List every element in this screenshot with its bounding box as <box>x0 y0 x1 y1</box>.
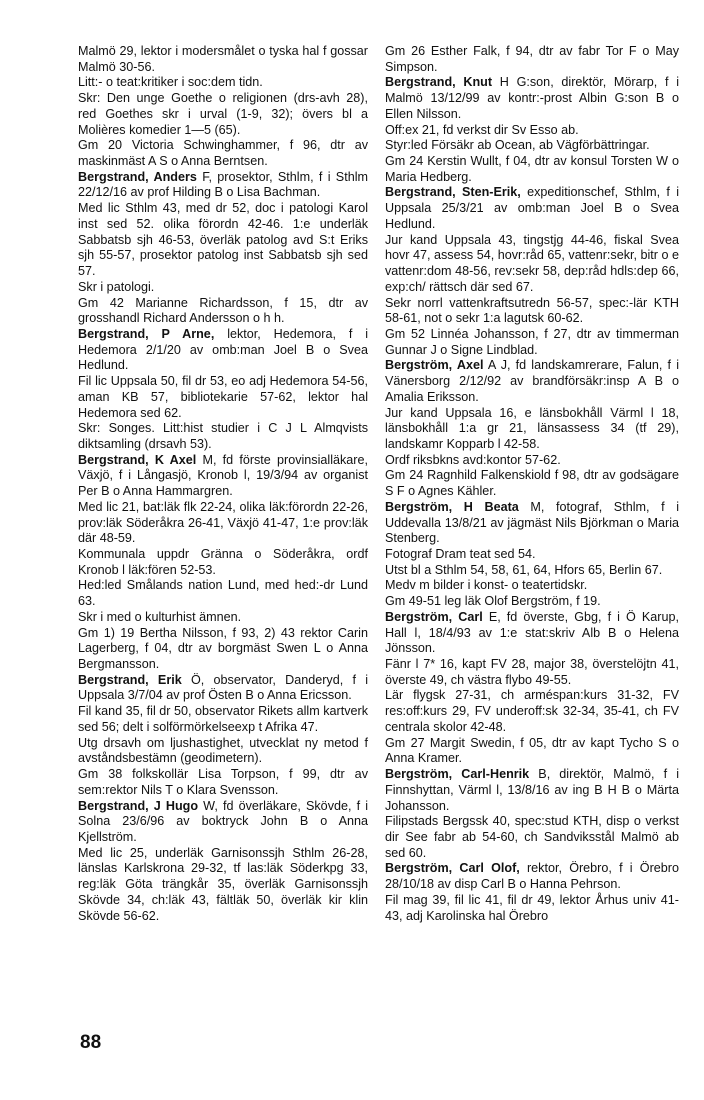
entry-text: Gm 24 Ragnhild Falkenskiold f 98, dtr av godsägare S F o Agnes Kähler. <box>385 468 679 499</box>
entry-paragraph <box>385 327 679 358</box>
entry-heading-paragraph <box>385 185 679 232</box>
entry-paragraph <box>78 44 368 75</box>
entry-paragraph <box>78 91 368 138</box>
entry-text: Utg drsavh om ljushastighet, utvecklat ny metod f avståndsbestämn (geodimetern). <box>78 735 368 766</box>
entry-text: Ö, observator, Danderyd, f i Uppsala 3/7/04 av prof Östen B o Anna Ericsson. <box>78 672 369 703</box>
entry-paragraph <box>78 767 368 798</box>
entry-text: A J, fd landskamrerare, Falun, f i Vänersborg 2/12/92 av brandförsäkr:insp A B o Amalia Eriksson. <box>385 358 679 404</box>
entry-text: Jur kand Uppsala 16, e länsbokhåll Värml l 18, länsbokhåll 1:a gr 21, länsassess 34 (tf 29), landskamr Kopparb l 42-58. <box>385 405 679 451</box>
entry-paragraph <box>78 138 368 169</box>
person-name: Bergstrand, Knut <box>385 75 493 90</box>
entry-paragraph <box>78 75 368 91</box>
entry-text: M, fotograf, Sthlm, f i Uddevalla 13/8/21 av jägmäst Nils Björkman o Maria Stenberg. <box>385 499 679 546</box>
entry-paragraph <box>78 846 368 925</box>
entry-text: Styr:led Försäkr ab Ocean, ab Vägförbättringar. <box>385 138 650 153</box>
entry-paragraph <box>385 547 679 563</box>
entry-paragraph <box>385 893 679 924</box>
entry-paragraph <box>78 421 368 452</box>
person-name: Bergström, H Beata <box>385 499 519 514</box>
entry-text: Malmö 29, lektor i modersmålet o tyska hal f gossar Malmö 30-56. <box>78 44 368 74</box>
entry-text: lektor, Hedemora, f i Hedemora 2/1/20 av omb:man Joel B o Svea Hedlund. <box>78 326 368 373</box>
person-name: Bergstrand, Anders <box>78 169 197 184</box>
person-name: Bergstrand, J Hugo <box>78 798 199 813</box>
entry-text: Filipstads Bergssk 40, spec:stud KTH, disp o verkst dir See fabr ab 54-60, ch Sandviksstål Malmö ab sed 60. <box>385 814 679 860</box>
entry-text: Fotograf Dram teat sed 54. <box>385 547 536 561</box>
entry-text: W, fd överläkare, Skövde, f i Solna 23/6/96 av boktryck John B o Anna Kjellström. <box>78 798 368 844</box>
entry-text: B, direktör, Malmö, f i Finnshyttan, Värml l, 13/8/16 av ing B H B o Märta Johansson. <box>385 767 679 813</box>
entry-heading-paragraph <box>78 799 368 846</box>
entry-paragraph <box>385 657 679 688</box>
person-name: Bergström, Carl-Henrik <box>385 767 530 782</box>
entry-paragraph <box>78 280 368 296</box>
entry-text: Gm 49-51 leg läk Olof Bergström, f 19. <box>385 594 601 609</box>
entry-paragraph <box>78 704 368 735</box>
person-name: Bergstrand, P Arne, <box>78 326 215 341</box>
entry-heading-paragraph <box>78 453 368 500</box>
entry-text: Skr: Den unge Goethe o religionen (drs-avh 28), red Goethes skr i urval (1-9, 32); övers bl a Molières komedier 1—5 (65). <box>78 91 368 137</box>
left-column <box>78 44 368 924</box>
entry-paragraph <box>78 374 368 421</box>
entry-paragraph <box>78 626 368 673</box>
entry-text: E, fd överste, Gbg, f i Ö Karup, Hall l, 18/4/93 av 1:e stat:skriv Alb B o Helena Jönsson. <box>385 609 679 656</box>
entry-paragraph <box>78 610 368 626</box>
entry-text: Lär flygsk 27-31, ch arméspan:kurs 31-32, FV res:off:kurs 29, FV underoff:sk 32-34, 35-41, ch FV centrala skolor 42-48. <box>385 688 679 734</box>
entry-paragraph <box>385 154 679 185</box>
entry-paragraph <box>385 688 679 735</box>
entry-paragraph <box>78 547 368 578</box>
entry-paragraph <box>78 201 368 280</box>
entry-text: Utst bl a Sthlm 54, 58, 61, 64, Hfors 65, Berlin 67. <box>385 562 663 577</box>
person-name: Bergström, Carl Olof, <box>385 861 520 876</box>
entry-text: Jur kand Uppsala 43, tingstjg 44-46, fiskal Svea hovr 47, assess 54, hovr:råd 65, vattenr:sekr, bitr o e vattenr:dom 48-56, rev:sekr 58, dep:råd hdls:dep 66, exp:ch/ rättsch där sed 67. <box>385 232 680 294</box>
entry-text: Fil lic Uppsala 50, fil dr 53, eo adj Hedemora 54-56, aman KB 57, bibliotekarie 57-62, lektor hal Hedemora sed 62. <box>78 374 368 420</box>
entry-text: Gm 1) 19 Bertha Nilsson, f 93, 2) 43 rektor Carin Lagerberg, f 04, dtr av borgmäst Swen L o Anna Bergmansson. <box>78 625 368 672</box>
entry-text: Gm 20 Victoria Schwinghammer, f 96, dtr av maskinmäst A S o Anna Berntsen. <box>78 138 368 169</box>
entry-text: Skr: Songes. Litt:hist studier i C J L Almqvists diktsamling (drsavh 53). <box>78 421 368 451</box>
right-column <box>385 44 679 924</box>
entry-text: Kommunala uppdr Gränna o Söderåkra, ordf Kronob l läk:fören 52-53. <box>78 547 368 577</box>
entry-paragraph <box>78 296 368 327</box>
entry-paragraph <box>385 736 679 767</box>
entry-text: expeditionschef, Sthlm, f i Uppsala 25/3/21 av omb:man Joel B o Svea Hedlund. <box>385 185 680 231</box>
entry-text: Fil mag 39, fil lic 41, fil dr 49, lektor Århus univ 41-43, adj Karolinska hal Örebro <box>385 892 679 923</box>
entry-paragraph <box>385 233 679 296</box>
entry-text: Med lic Sthlm 43, med dr 52, doc i patologi Karol inst sed 52. olika förordn 42-46. 1:e underläk Sabbatsb sjh 46-53, överläk patolog avd S:t Eriks sjh 55-57, prosektor patolog inst Sabbatsb sjh sed 57. <box>78 201 368 279</box>
entry-paragraph <box>78 500 368 547</box>
entry-paragraph <box>385 123 679 139</box>
entry-paragraph <box>385 406 679 453</box>
entry-heading-paragraph <box>385 75 679 122</box>
entry-heading-paragraph <box>385 767 679 814</box>
entry-text: rektor, Örebro, f i Örebro 28/10/18 av disp Carl B o Hanna Pehrson. <box>385 861 679 892</box>
entry-text: F, prosektor, Sthlm, f i Sthlm 22/12/16 av prof Hilding B o Lisa Bachman. <box>78 169 368 200</box>
person-name: Bergstrand, Erik <box>78 672 182 687</box>
entry-text: Gm 26 Esther Falk, f 94, dtr av fabr Tor F o May Simpson. <box>385 44 679 74</box>
entry-paragraph <box>385 468 679 499</box>
person-name: Bergström, Axel <box>385 358 484 373</box>
entry-heading-paragraph <box>78 170 368 201</box>
entry-paragraph <box>385 453 679 469</box>
page-number: 88 <box>80 1032 102 1053</box>
entry-heading-paragraph <box>385 500 679 547</box>
entry-heading-paragraph <box>385 861 679 892</box>
entry-heading-paragraph <box>385 610 679 657</box>
entry-text: Med lic 25, underläk Garnisonssjh Sthlm 26-28, länslas Karlskrona 29-32, tf las:läk Söderkpg 33, reg:läk Göta trängkår 35, överläk Garnisonssjh Skövde 34, ch:läk 43, fältläk 50, överläk kir klin Skövde 56-62. <box>78 845 368 923</box>
entry-text: Hed:led Smålands nation Lund, med hed:-dr Lund 63. <box>78 578 368 609</box>
entry-paragraph <box>385 296 679 327</box>
person-name: Bergström, Carl <box>385 609 483 624</box>
entry-text: Fil kand 35, fil dr 50, observator Rikets allm kartverk sed 56; delt i solförmörkelseexp t Afrika 47. <box>78 704 368 734</box>
entry-paragraph <box>385 44 679 75</box>
entry-heading-paragraph <box>78 327 368 374</box>
entry-heading-paragraph <box>385 358 679 405</box>
entry-text: Gm 42 Marianne Richardsson, f 15, dtr av grosshandl Richard Andersson o h h. <box>78 295 368 326</box>
entry-text: Sekr norrl vattenkraftsutredn 56-57, spec:-lär KTH 58-61, not o sekr 1:a lagutsk 60-62. <box>385 295 679 326</box>
entry-paragraph <box>385 563 679 579</box>
entry-text: Ordf riksbkns avd:kontor 57-62. <box>385 452 561 467</box>
entry-text: Fänr l 7* 16, kapt FV 28, major 38, överstelöjtn 41, överste 49, ch västra flybo 49-55. <box>385 657 679 687</box>
entry-paragraph <box>385 138 679 154</box>
entry-text: Off:ex 21, fd verkst dir Sv Esso ab. <box>385 122 579 137</box>
entry-text: Skr i patologi. <box>78 279 155 294</box>
entry-text: Gm 27 Margit Swedin, f 05, dtr av kapt Tycho S o Anna Kramer. <box>385 735 679 766</box>
entry-paragraph <box>78 578 368 609</box>
entry-text: Gm 24 Kerstin Wullt, f 04, dtr av konsul Torsten W o Maria Hedberg. <box>385 154 679 184</box>
entry-text: Litt:- o teat:kritiker i soc:dem tidn. <box>78 75 263 90</box>
entry-paragraph <box>78 736 368 767</box>
entry-text: Skr i med o kulturhist ämnen. <box>78 609 242 624</box>
entry-text: Med lic 21, bat:läk flk 22-24, olika läk:förordn 22-26, prov:läk Söderåkra 26-41, Växjö 41-47, 1:e prov:läk där 48-59. <box>78 499 368 546</box>
entry-text: M, fd förste provinsialläkare, Växjö, f i Långasjö, Kronob l, 19/3/94 av organist Per B o Anna Hammargren. <box>78 452 368 499</box>
entry-text: Gm 38 folkskollär Lisa Torpson, f 99, dtr av sem:rektor Nils T o Klara Svensson. <box>78 767 368 797</box>
entry-heading-paragraph <box>78 673 368 704</box>
person-name: Bergstrand, K Axel <box>78 452 197 467</box>
entry-paragraph <box>385 578 679 594</box>
person-name: Bergstrand, Sten-Erik, <box>385 185 521 200</box>
entry-text: Medv m bilder i konst- o teatertidskr. <box>385 578 588 593</box>
entry-text: H G:son, direktör, Mörarp, f i Malmö 13/12/99 av kontr:-prost Albin G:son B o Ellen Nilsson. <box>385 75 680 121</box>
entry-paragraph <box>385 814 679 861</box>
entry-text: Gm 52 Linnéa Johansson, f 27, dtr av timmerman Gunnar J o Signe Lindblad. <box>385 326 679 357</box>
entry-paragraph <box>385 594 679 610</box>
